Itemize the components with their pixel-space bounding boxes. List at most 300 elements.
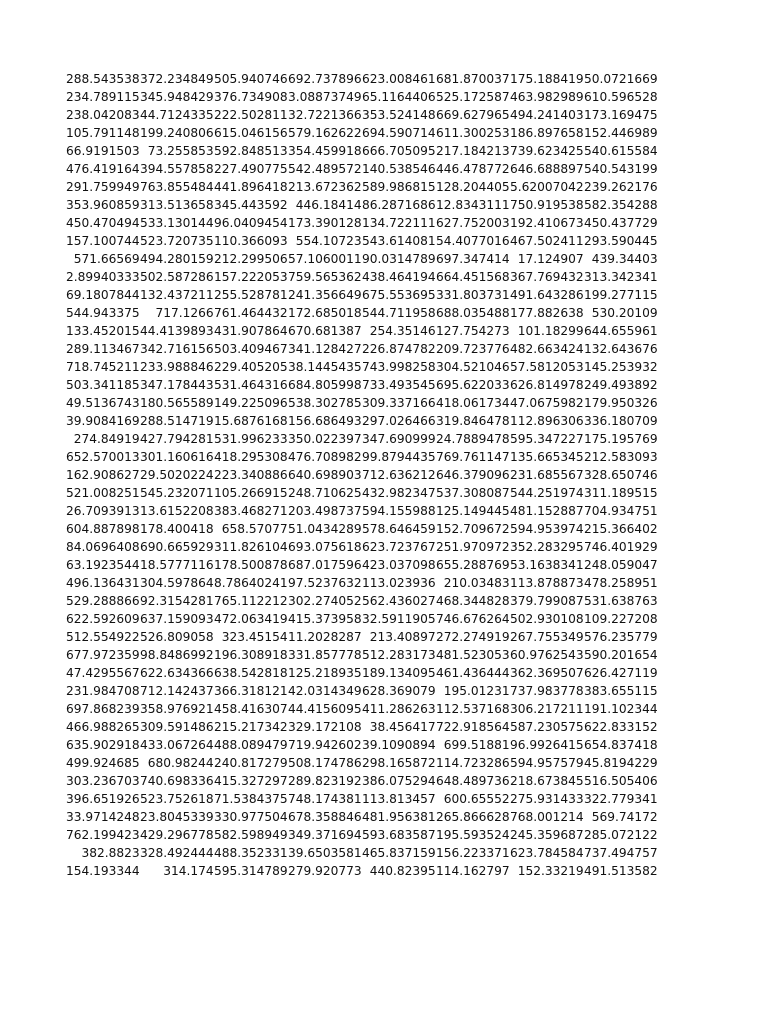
table-cell: 466.988265 (66, 720, 140, 734)
table-row (66, 538, 658, 556)
table-row (66, 826, 658, 844)
table-cell: 622.592609 (66, 612, 140, 626)
table-cell: 196.308918 (214, 648, 288, 662)
table-cell: 446.478772 (436, 162, 510, 176)
table-cell: 156.223371 (436, 846, 510, 860)
table-cell: 347.178443 (140, 378, 214, 392)
table-cell: 26.7093913 (66, 504, 140, 518)
table-cell: 342.716156 (140, 342, 214, 356)
table-cell: 330.977504 (214, 810, 288, 824)
table-cell: 109.227208 (584, 612, 658, 626)
table-cell: 531.464316 (214, 378, 288, 392)
table-cell: 540.543199 (584, 162, 658, 176)
table-cell: 248.059047 (584, 558, 658, 572)
table-cell: 594.953974 (510, 522, 584, 536)
table-row (66, 574, 658, 592)
table-cell: 526.809058 (140, 630, 214, 644)
table-cell: 251.970972 (436, 540, 510, 554)
table-cell: 328.492444 (140, 846, 214, 860)
table-cell: 241.356649 (288, 288, 362, 302)
table-cell: 60.9762543 (510, 648, 584, 662)
table-cell: 654.837418 (584, 738, 658, 752)
table-cell: 341.128427 (288, 342, 362, 356)
table-cell: 42.0314349 (288, 684, 362, 698)
table-cell: 441.896418 (214, 180, 288, 194)
table-cell: 44.4139893 (140, 324, 214, 338)
table-cell: 382.8823 (81, 846, 140, 860)
table-cell: 39.1090894 (362, 738, 436, 752)
table-cell: 692.737896 (288, 72, 362, 86)
table-cell: 152.33219 (517, 864, 584, 878)
table-row (66, 448, 658, 466)
table-cell: 491.643286 (510, 288, 584, 302)
table-cell: 303.236703 (66, 774, 140, 788)
table-cell: 733.493545 (362, 378, 436, 392)
table-row (66, 250, 658, 268)
table-cell: 162.908627 (66, 468, 140, 482)
table-cell: 467.502411 (510, 234, 584, 248)
table-cell: 186.897658 (510, 126, 584, 140)
table-cell: 415.327297 (214, 774, 288, 788)
table-cell: 531.996233 (214, 432, 288, 446)
table-cell: 267.755349 (510, 630, 584, 644)
table-row (66, 430, 658, 448)
table-cell: 302.274052 (288, 594, 362, 608)
table-cell: 38.456417 (369, 720, 436, 734)
table-cell: 199.277115 (584, 288, 658, 302)
table-cell: 512.283173 (362, 648, 436, 662)
table-cell: 23.8045339 (140, 810, 214, 824)
table-row (66, 196, 658, 214)
table-row (66, 628, 658, 646)
table-cell: 13.6152208 (140, 504, 214, 518)
table-cell: 125.149445 (436, 504, 510, 518)
table-cell: 576.235779 (584, 630, 658, 644)
table-cell: 697.347414 (436, 252, 510, 266)
table-cell: 544.943375 (66, 306, 140, 320)
table-cell: 638.542818 (214, 666, 288, 680)
table-cell: 768.001214 (510, 810, 584, 824)
table-cell: 152.709672 (436, 522, 510, 536)
table-cell: 739.623425 (510, 144, 584, 158)
table-cell: 249.493892 (584, 378, 658, 392)
table-row (66, 160, 658, 178)
table-cell: 145.253932 (584, 360, 658, 374)
table-cell: 112.537168 (436, 702, 510, 716)
table-row (66, 214, 658, 232)
table-cell: 491.513582 (584, 864, 658, 878)
table-cell: 538.302785 (288, 396, 362, 410)
table-cell: 195.01231 (443, 684, 510, 698)
table-cell: 593.683587 (362, 828, 436, 842)
table-cell: 521.008251 (66, 486, 140, 500)
table-cell: 29.5020224 (140, 468, 214, 482)
table-cell: 32.5911905 (362, 612, 436, 626)
table-cell: 646.688897 (510, 162, 584, 176)
table-cell: 289.113467 (66, 342, 140, 356)
table-row (66, 466, 658, 484)
table-cell: 110.366093 (214, 234, 288, 248)
table-cell: 677.972359 (66, 648, 140, 662)
table-cell: 233.988846 (140, 360, 214, 374)
table-cell: 669.627965 (436, 108, 510, 122)
table-row (66, 376, 658, 394)
table-cell: 345.948429 (140, 90, 214, 104)
table-cell: 172.685018 (288, 306, 362, 320)
table-cell: 288.514719 (140, 414, 214, 428)
table-cell: 761.464432 (214, 306, 288, 320)
table-cell: 347.690999 (362, 432, 436, 446)
table-row (66, 772, 658, 790)
table-cell: 694.590714 (362, 126, 436, 140)
table-cell: 680.98244 (147, 756, 214, 770)
table-row (66, 646, 658, 664)
table-cell: 17.124907 (517, 252, 584, 266)
table-cell: 438.464194 (362, 270, 436, 284)
table-cell: 180.565589 (140, 396, 214, 410)
table-cell: 39.9084169 (66, 414, 140, 428)
table-cell: 587.230575 (510, 720, 584, 734)
table-cell: 740.698336 (140, 774, 214, 788)
table-cell: 179.950326 (584, 396, 658, 410)
table-cell: 763.855484 (140, 180, 214, 194)
table-cell: 367.769432 (510, 270, 584, 284)
table-cell: 432.982347 (362, 486, 436, 500)
table-cell: 15.6876168 (214, 414, 288, 428)
table-cell: 96.0409454 (214, 216, 288, 230)
table-cell: 336.180709 (584, 414, 658, 428)
table-cell: 293.590445 (584, 234, 658, 248)
table-cell: 508.174786 (288, 756, 362, 770)
table-cell: 589.986815 (362, 180, 436, 194)
table-cell: 298.165872 (362, 756, 436, 770)
table-cell: 306.217211 (510, 702, 584, 716)
table-cell: 275.931433 (510, 792, 584, 806)
table-cell: 622.634366 (140, 666, 214, 680)
table-row (66, 484, 658, 502)
table-cell: 748.174381 (288, 792, 362, 806)
table-cell: 712.636212 (362, 468, 436, 482)
table-cell: 431.907864 (214, 324, 288, 338)
table-row (66, 682, 658, 700)
table-cell: 234.789115 (66, 90, 140, 104)
table-cell: 537.308087 (436, 486, 510, 500)
table-cell: 652.570013 (66, 450, 140, 464)
table-cell: 195.593524 (436, 828, 510, 842)
table-cell: 353.524148 (362, 108, 436, 122)
table-cell: 628.369079 (362, 684, 436, 698)
table-row (66, 844, 658, 862)
table-cell: 322.779341 (584, 792, 658, 806)
table-row (66, 610, 658, 628)
table-cell: 350.022397 (288, 432, 362, 446)
table-cell: 304.521046 (436, 360, 510, 374)
table-cell: 231.984708 (66, 684, 140, 698)
table-cell: 604.887898 (66, 522, 140, 536)
table-cell: 743.998258 (362, 360, 436, 374)
table-cell: 712.142437 (140, 684, 214, 698)
table-cell: 503.409467 (214, 342, 288, 356)
table-cell: 411.286263 (362, 702, 436, 716)
table-cell: 135.665345 (510, 450, 584, 464)
table-cell: 289.823192 (288, 774, 362, 788)
table-cell: 53.1638341 (510, 558, 584, 572)
table-cell: 101.18299 (517, 324, 584, 338)
table-cell: 595.314789 (214, 864, 288, 878)
table-cell: 255.528781 (214, 288, 288, 302)
table-row (66, 520, 658, 538)
table-cell: 746.401929 (584, 540, 658, 554)
table-cell: 512.554922 (66, 630, 140, 644)
table-cell: 49.5136743 (66, 396, 140, 410)
table-cell: 215.217342 (214, 720, 288, 734)
table-cell: 173.390128 (288, 216, 362, 230)
table-cell: 461.436444 (436, 666, 510, 680)
table-cell: 693.075618 (288, 540, 362, 554)
table-row (66, 790, 658, 808)
table-cell: 152.446989 (584, 126, 658, 140)
table-cell: 429.296778 (140, 828, 214, 842)
table-cell: 231.685567 (510, 468, 584, 482)
table-cell: 415.373958 (288, 612, 362, 626)
table-cell: 304.597864 (140, 576, 214, 590)
table-cell: 199.240806 (140, 126, 214, 140)
table-cell: 687.017596 (288, 558, 362, 572)
table-cell: 615.046156 (214, 126, 288, 140)
table-cell: 750.919538 (510, 198, 584, 212)
table-cell: 746.676264 (436, 612, 510, 626)
table-row (66, 124, 658, 142)
table-cell: 655.288769 (436, 558, 510, 572)
table-row (66, 286, 658, 304)
table-cell: 637.159093 (140, 612, 214, 626)
table-cell: 114.162797 (436, 864, 510, 878)
table-cell: 254.35146 (369, 324, 436, 338)
table-cell: 140.538546 (362, 162, 436, 176)
table-cell: 11.2028287 (288, 630, 362, 644)
table-cell: 582.354288 (584, 198, 658, 212)
table-cell: 218.673845 (510, 774, 584, 788)
table-cell: 240.817279 (214, 756, 288, 770)
table-cell: 658.57077 (221, 522, 288, 536)
table-cell: 759.565362 (288, 270, 362, 284)
table-row (66, 268, 658, 286)
table-cell: 279.920773 (288, 864, 362, 878)
data-table (66, 70, 658, 880)
table-cell: 362.369507 (510, 666, 584, 680)
table-cell: 92.3154281 (140, 594, 214, 608)
table-cell: 134.722111 (362, 216, 436, 230)
table-cell: 345.443592 (214, 198, 288, 212)
table-cell: 595.347227 (510, 432, 584, 446)
table-row (66, 700, 658, 718)
table-row (66, 412, 658, 430)
table-cell: 8.78640241 (214, 576, 288, 590)
table-cell: 227.490775 (214, 162, 288, 176)
table-cell: 311.826104 (214, 540, 288, 554)
table-cell: 386.075294 (362, 774, 436, 788)
table-cell: 450.470494 (66, 216, 140, 230)
table-cell: 213.672362 (288, 180, 362, 194)
table-cell: 644.655961 (584, 324, 658, 338)
table-cell: 212.299506 (214, 252, 288, 266)
table-cell: 372.234849 (140, 72, 214, 86)
table-cell: 503.341185 (66, 378, 140, 392)
table-cell: 38.1445435 (288, 360, 362, 374)
table-cell: 349.371694 (288, 828, 362, 842)
table-cell: 418.061734 (436, 396, 510, 410)
table-cell: 97.5237632 (288, 576, 362, 590)
table-cell: 592.848513 (214, 144, 288, 158)
table-cell: 71.5384375 (214, 792, 288, 806)
table-cell: 66.9191503 (66, 144, 140, 158)
table-cell: 427.794281 (140, 432, 214, 446)
table-cell: 627.752003 (436, 216, 510, 230)
table-cell: 274.84919 (73, 432, 140, 446)
table-cell: 722.918564 (436, 720, 510, 734)
table-cell: 57.1060011 (288, 252, 362, 266)
table-row (66, 106, 658, 124)
table-cell: 212.583093 (584, 450, 658, 464)
table-cell: 245.359687 (510, 828, 584, 842)
table-cell: 238.042083 (66, 108, 140, 122)
table-cell: 291.759949 (66, 180, 140, 194)
table-cell: 50.0721669 (584, 72, 658, 86)
table-cell: 569.74172 (591, 810, 658, 824)
table-cell: 3.08873749 (288, 90, 362, 104)
table-cell: 396.651926 (66, 792, 140, 806)
table-cell: 499.924685 (66, 756, 140, 770)
table-cell: 446.18414 (295, 198, 362, 212)
table-cell: 502.587286 (140, 270, 214, 284)
table-cell: 478.258951 (584, 576, 658, 590)
table-cell: 39.6503581 (288, 846, 362, 860)
table-row (66, 808, 658, 826)
table-cell: 86.2871686 (362, 198, 436, 212)
table-cell: 229.405205 (214, 360, 288, 374)
table-cell: 215.366402 (584, 522, 658, 536)
table-cell: 222.502811 (214, 108, 288, 122)
table-cell: 488.089479 (214, 738, 288, 752)
table-cell: 353.960859 (66, 198, 140, 212)
table-cell: 248.710625 (288, 486, 362, 500)
table-cell: 189.134095 (362, 666, 436, 680)
table-cell: 762.199423 (66, 828, 140, 842)
table-cell: 173.169475 (584, 108, 658, 122)
table-cell: 63.1923544 (66, 558, 140, 572)
table-cell: 623.723767 (362, 540, 436, 554)
table-cell: 192.410673 (510, 216, 584, 230)
table-cell: 24.7889478 (436, 432, 510, 446)
table-cell: 128.204405 (436, 180, 510, 194)
table-cell: 488.352331 (214, 846, 288, 860)
table-cell: 579.162622 (288, 126, 362, 140)
table-cell: 323.45154 (221, 630, 288, 644)
table-row (66, 178, 658, 196)
table-cell: 594.155988 (362, 504, 436, 518)
table-cell: 648.489736 (436, 774, 510, 788)
table-cell: 494.280159 (140, 252, 214, 266)
table-cell: 319.846478 (436, 414, 510, 428)
table-cell: 288.543538 (66, 72, 140, 86)
table-cell: 178.500878 (214, 558, 288, 572)
table-cell: 156.686493 (288, 414, 362, 428)
table-row (66, 502, 658, 520)
table-cell: 646.379096 (436, 468, 510, 482)
table-cell: 366.318121 (214, 684, 288, 698)
table-cell: 309.591486 (140, 720, 214, 734)
table-cell: 505.940746 (214, 72, 288, 86)
table-cell: 718.745211 (66, 360, 140, 374)
table-cell: 675.553695 (362, 288, 436, 302)
table-cell: 582.598949 (214, 828, 288, 842)
table-cell: 203.498737 (288, 504, 362, 518)
table-cell: 239.262176 (584, 180, 658, 194)
table-row (66, 718, 658, 736)
table-cell: 113.023936 (362, 576, 436, 590)
table-cell: 594.957579 (510, 756, 584, 770)
table-cell: 562.436027 (362, 594, 436, 608)
table-cell: 611.300253 (436, 126, 510, 140)
table-cell: 600.65552 (443, 792, 510, 806)
table-cell: 157.222053 (214, 270, 288, 284)
table-cell: 285.072122 (584, 828, 658, 842)
table-cell: 476.419164 (66, 162, 140, 176)
table-cell: 2.89940333 (66, 270, 140, 284)
table-cell: 272.274919 (436, 630, 510, 644)
table-cell: 542.489572 (288, 162, 362, 176)
table-cell: 223.340886 (214, 468, 288, 482)
table-cell: 394.557858 (140, 162, 214, 176)
table-cell: 571.66569 (73, 252, 140, 266)
table-cell: 529.288866 (66, 594, 140, 608)
table-cell: 516.505406 (584, 774, 658, 788)
table-row (66, 754, 658, 772)
table-cell: 476.708982 (288, 450, 362, 464)
table-cell: 533.130144 (140, 216, 214, 230)
table-cell: 90.0314789 (362, 252, 436, 266)
table-cell: 765.112212 (214, 594, 288, 608)
table-cell: 154.193344 (66, 864, 140, 878)
table-cell: 626.814978 (510, 378, 584, 392)
table-cell: 695.622033 (436, 378, 510, 392)
table-cell: 423.037098 (362, 558, 436, 572)
table-cell: 496.136431 (66, 576, 140, 590)
table-cell: 57.5812053 (510, 360, 584, 374)
table-cell: 626.427119 (584, 666, 658, 680)
table-cell: 65.1164406 (362, 90, 436, 104)
table-cell: 543.614081 (362, 234, 436, 248)
table-cell: 540.615584 (584, 144, 658, 158)
table-cell: 704.934751 (584, 504, 658, 518)
table-row (66, 394, 658, 412)
table-cell: 105.791148 (66, 126, 140, 140)
table-cell: 468.344828 (436, 594, 510, 608)
table-cell: 530.20109 (591, 306, 658, 320)
table-cell: 12.8343111 (436, 198, 510, 212)
table-cell: 531.638763 (584, 594, 658, 608)
table-cell: 331.857778 (288, 648, 362, 662)
table-cell: 175.188419 (510, 72, 584, 86)
table-cell: 51.0434289 (288, 522, 362, 536)
table-cell: 635.902918 (66, 738, 140, 752)
table-cell: 127.754273 (436, 324, 510, 338)
table-cell: 105.266915 (214, 486, 288, 500)
table-cell: 544.251974 (510, 486, 584, 500)
table-cell: 331.803731 (436, 288, 510, 302)
table-row (66, 556, 658, 574)
table-cell: 33.9714248 (66, 810, 140, 824)
